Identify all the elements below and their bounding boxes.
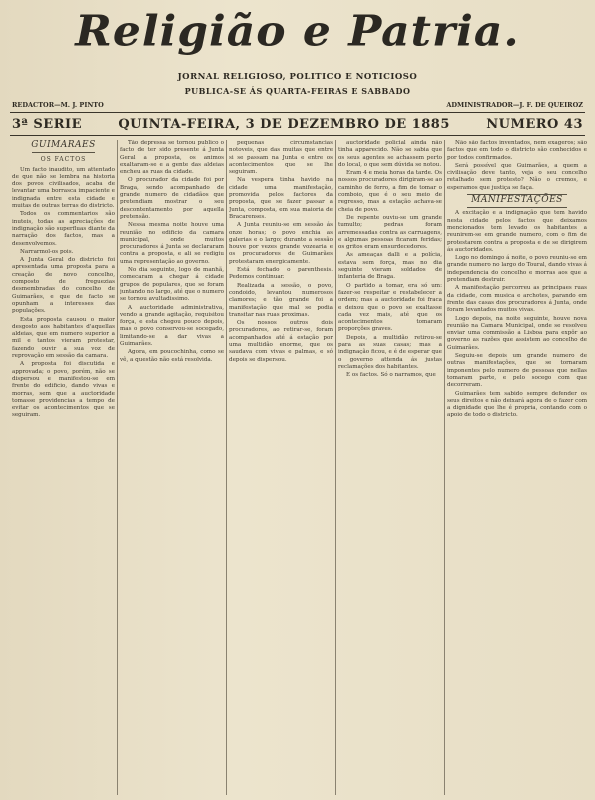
bottom-rule xyxy=(10,135,585,136)
column-separator xyxy=(226,140,227,795)
section-rule xyxy=(467,207,567,208)
paragraph: Logo depois, na noite seguinte, houve nova reunião na Camara Municipal, onde se resolveu enviar uma commissão a Lisboa para expôr ao governo as razões que assistem ao concelho de Guimarães. xyxy=(447,315,587,351)
paragraph: De repente ouviu-se um grande tumulto; pedras foram arremessadas contra as carruagens, e algumas pessoas ficaram feridas; os gritos eram ensurdecedores. xyxy=(338,214,442,251)
paragraph: Na vespera tinha havido na cidade uma manifestação, promovida pelos factores da proposta, que se fazer passar a Junta, composta, em sua maioria de Bracarenses. xyxy=(229,177,333,220)
column-2 xyxy=(120,140,224,795)
issue-date: QUINTA-FEIRA, 3 DE DEZEMBRO DE 1885 xyxy=(118,117,450,132)
section-heading: MANIFESTAÇÕES xyxy=(471,195,563,206)
administrator: ADMINISTRADOR—J. F. DE QUEIROZ xyxy=(446,101,583,109)
column-3 xyxy=(229,140,333,795)
publication-frequency: PUBLICA-SE ÁS QUARTA-FEIRAS E SABBADO xyxy=(184,86,411,96)
masthead-title: Religião e Patria. xyxy=(75,7,520,56)
column-1 xyxy=(12,140,115,795)
paragraph: Os nossos outros dois procuradores, ao retirar-se, foram acompanhados até á estação por uma multidão enorme, que os saudava com vivas e palmas, e só depois se dispersou. xyxy=(229,320,333,363)
paragraph: O procurador da cidade foi por Braga, sendo acompanhado de grande numero de cidadãos que pretendiam mostrar o seu descontentamento por aquella pretensão. xyxy=(120,177,224,220)
paragraph: E os factos. Só o narramos, que xyxy=(346,372,436,379)
paragraph: Nessa mesma noite houve uma reunião no edificio da camara municipal, onde muitos procuradores á Junta se declararam contra a proposta, e ali se redigiu uma representação ao governo. xyxy=(120,222,224,265)
column-4 xyxy=(338,140,442,795)
paragraph: Está fechado o parenthesis. Pedemos continuar. xyxy=(229,267,333,281)
paragraph: Narrarmol-os pois. xyxy=(20,248,74,255)
paragraph: No dia seguinte, logo de manhã, comecaram a chegar á cidade grupos de populares, que se foram juntando no largo, até que o numero se tornou avultadissimo. xyxy=(120,267,224,303)
top-rule xyxy=(10,112,585,113)
column-5 xyxy=(447,140,587,795)
paragraph: Logo no domingo á noite, o povo reuniu-se em grande numero no largo do Toural, dando vivas á independencia do concelho e morras aos que a pretendiam destruir. xyxy=(447,255,587,284)
paragraph: Não são factos inventados, nem exageros; são factos que em todo o districto são conhecidos e por todos confirmados. xyxy=(447,140,587,161)
paragraph: A Junta Geral do districto foi apresentada uma proposta para a creação de novo concelho, composto de freguezias desmembradas do concelho de Guimarães, e que de facto se opunham a interesses das populações. xyxy=(12,257,115,315)
column-separator xyxy=(117,140,118,795)
paragraph: As ameaças dalli e a polícia, estava sem força, mas no dia seguinte vieram soldados de infanteria de Braga. xyxy=(338,252,442,281)
paragraph: A manifestação percorreu as principaes ruas da cidade, com musica e archotes, parando em frente das casas dos procuradores á Junta, onde foram levantados muitos vivas. xyxy=(447,285,587,314)
paragraph: auctoridade policial ainda não tinha apparecido. Não se sabia que os seus agentes se achassem perto do local, o que sem dúvida se notou. xyxy=(338,140,442,168)
staff-row xyxy=(12,101,583,109)
paragraph: Eram 4 e meia horas da tarde. Os nossos procuradores dirigiram-se ao caminho de ferro, a fim de tomar o comboio, que é o seu meio de regresso, mas a estação achava-se cheia de povo. xyxy=(338,170,442,213)
paragraph: Todos os commentarios são inuteis, todas as apreciações de indignação são superfluas diante da narração dos factos, mas a desenvolvemos. xyxy=(12,211,115,247)
column-separator xyxy=(444,140,445,795)
editor: REDACTOR—M. J. PINTO xyxy=(12,101,104,109)
paragraph: Guimarães tem sabido sempre defender os seus direitos e não deixará agora de o fazer com a dignidade que lhe é propria, contando com o apoio de todo o districto. xyxy=(447,390,587,419)
subtitle: JORNAL RELIGIOSO, POLITICO E NOTICIOSO xyxy=(177,72,418,82)
paragraph: A Junta reuniu-se em sessão ás onze horas; o povo enchia as galerias e o largo; durante a sessão houve por vezes grande vozearia e os procuradores de Guimarães protestaram energicamente. xyxy=(229,222,333,265)
subsection-heading: OS FACTOS xyxy=(40,156,87,164)
issue-number: NUMERO 43 xyxy=(486,117,583,132)
paragraph: Agora, em poucochinha, como se vê, a questão não está resolvida. xyxy=(120,349,224,363)
paragraph: A proposta foi discutida e approvada; o povo, porém, não se dispersou e manifestou-se em frente do edificio, dando vivas e morras, sem que a auctoridade tomasse providencias a tempo de evitar os acontecimentos que se seguiram. xyxy=(12,361,115,419)
paragraph: Será possível que Guimarães, a quem a civilisação deve tanto, veja o seu concelho retalhado sem protesto? Não o cremos, e esperamos que justiça se faça. xyxy=(447,162,587,191)
paragraph: pequenas circumstancias notoveis, que das muitas que entre si se passam na Junta e entre os acontecimentos que se lhe seguiram. xyxy=(229,140,333,176)
series: 3ª SERIE xyxy=(12,117,82,132)
paragraph: Realizada a sessão, o povo, condoido, levantou numerosos clamores; e tão grande foi a manifestação que mal se podia transitar nas ruas proximas. xyxy=(229,282,333,318)
paragraph: O partido a tomar, era só um: fazer-se respeitar e restabelecer a ordem; mas a auctoridade foi fraca e deixou que o povo se exaltasse cada vez mais, até que os acontecimentos tomaram proporções graves. xyxy=(338,282,442,333)
paragraph: Depois, a multidão retirou-se para as suas casas; mas a indignação ficou, e é de esperar que o governo attenda ás justas reclamações dos habitantes. xyxy=(338,334,442,370)
section-heading: GUIMARÃES xyxy=(31,140,96,150)
paragraph: Tão depressa se tornou publico o facto de ter sido presente á Junta Geral a proposta, os animos exaltaram-se e a gente das aldeias encheu as ruas da cidade. xyxy=(120,140,224,176)
column-separator xyxy=(335,140,336,795)
paragraph: Um facto inaudito, um attentado de que não se lembra na historia dos povos civilisados, acaba de levantar uma borrasca impaciente e indignada entre esta cidade e muitas de outras terras do districto. xyxy=(12,166,115,210)
paragraph: Seguiu-se depois um grande numero de outras manifestações, que se tornaram imponentes pelo numero de pessoas que nellas tomaram parte, e pelo socego com que decorreram. xyxy=(447,353,587,389)
dateline xyxy=(12,117,583,132)
section-rule xyxy=(32,152,95,153)
paragraph: Esta proposta causou o maior desgosto aos habitantes d'aquellas aldeias, que em numero superior a mil e tantos vieram protestar, fazendo ouvir a sua voz de reprovação em sessão da camara. xyxy=(12,316,115,360)
paragraph: A excitação e a indignação que tem havido nesta cidade pelos factos que deixamos mencionados tem levado os habitantes a reunirem-se em grande numero, com o fim de protestarem contra a proposta e de se dirigirem ás auctoridades. xyxy=(447,210,587,253)
paragraph: A auctoridade administrativa, vendo a grande agitação, requisitou força, e esta chegou pouco depois, mas o povo conservou-se socegado, limitando-se a dar vivas a Guimarães. xyxy=(120,304,224,348)
